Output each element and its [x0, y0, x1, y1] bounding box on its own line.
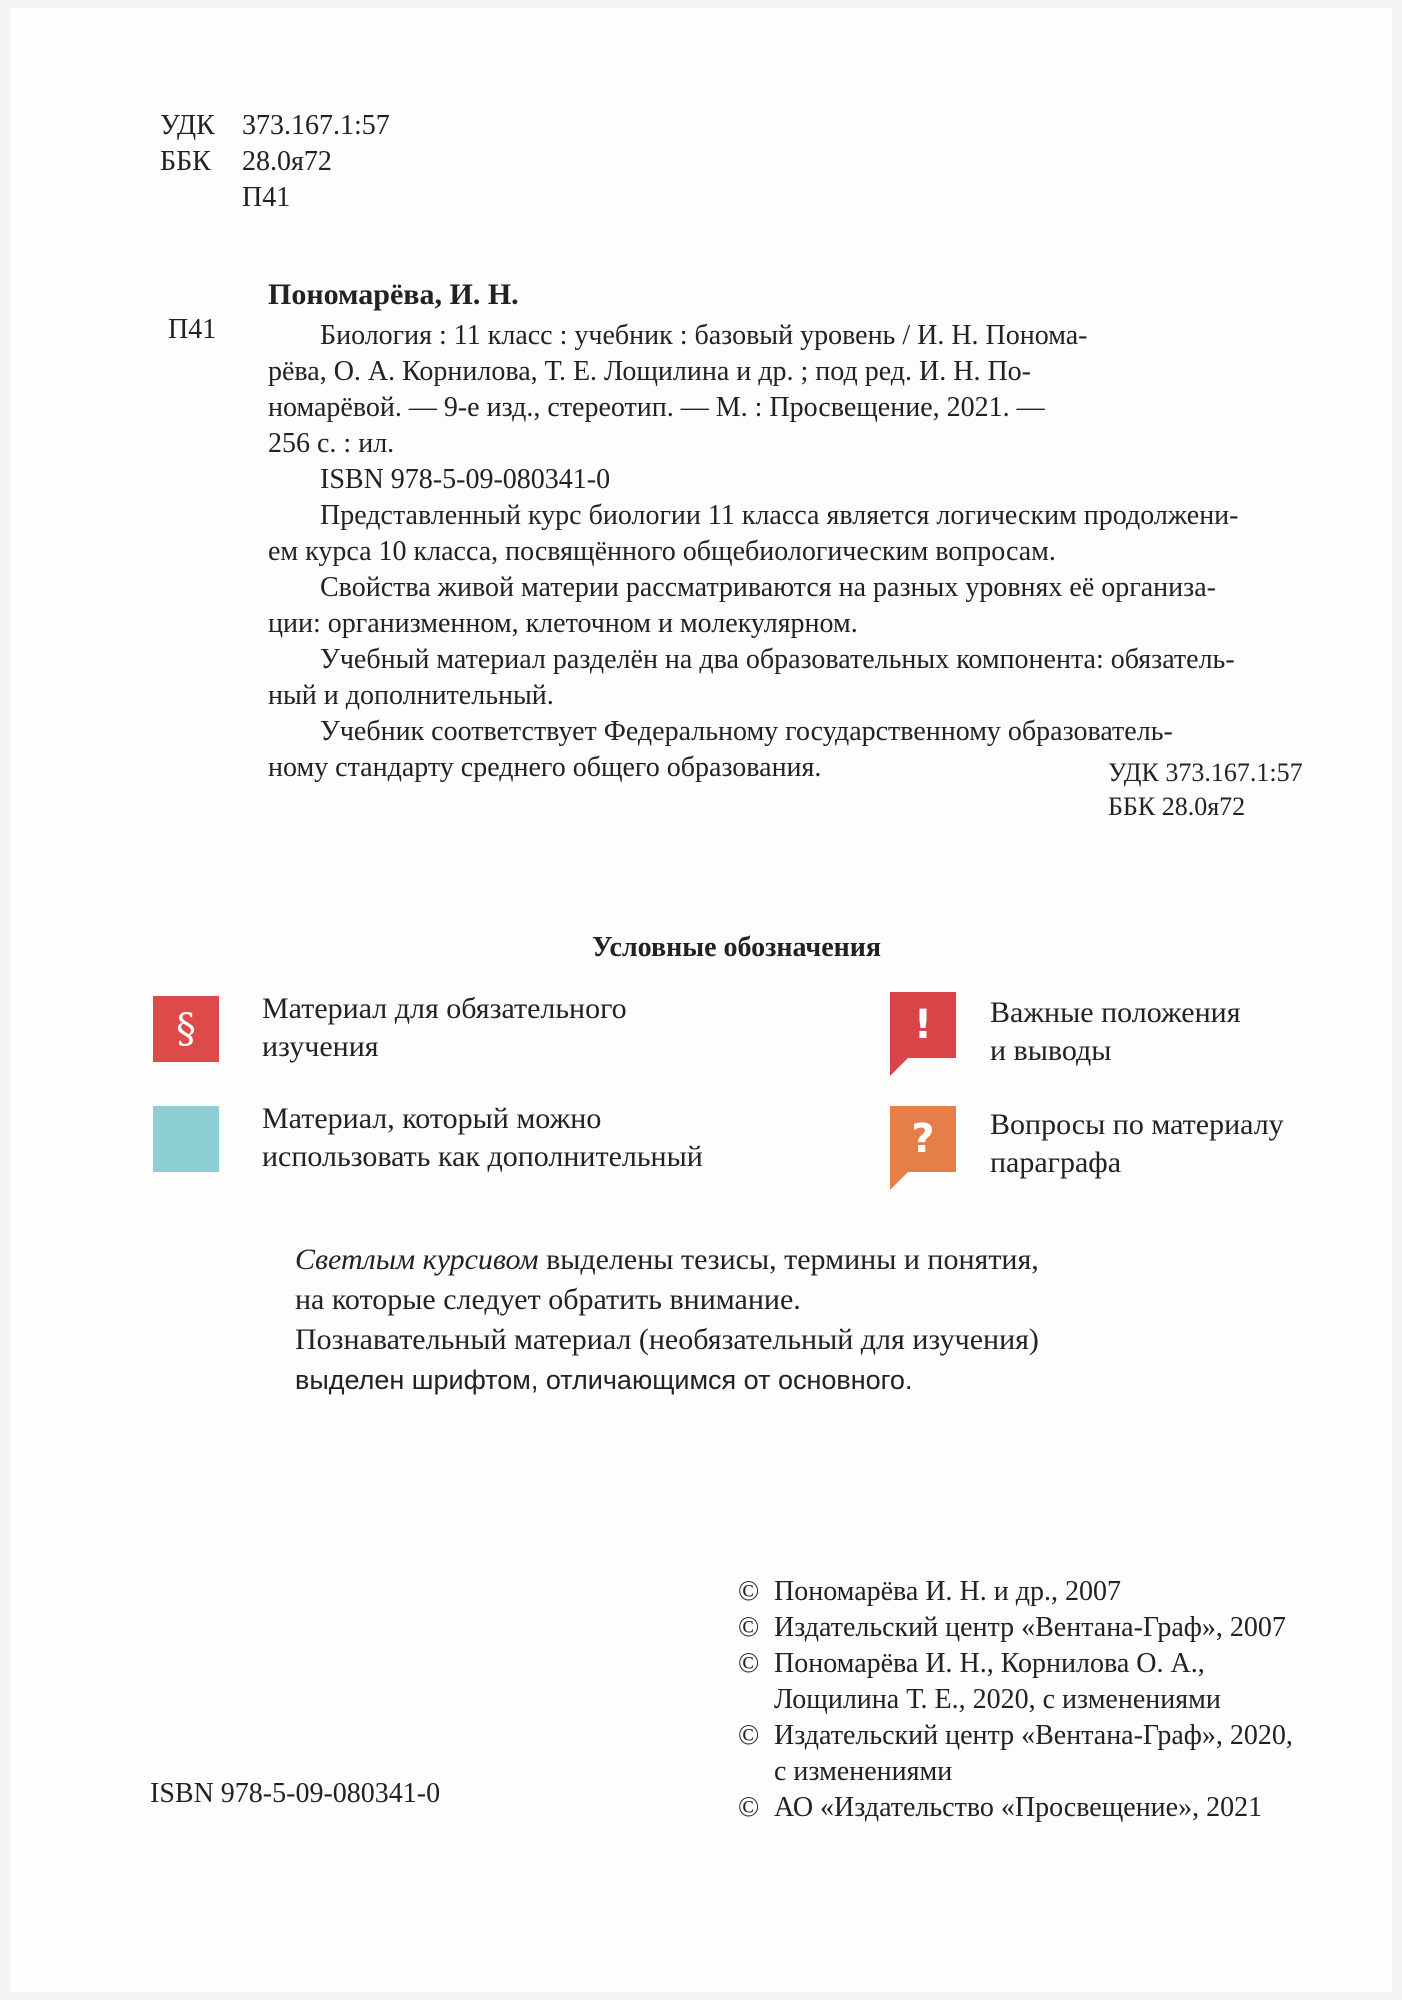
- bbk-right: ББК 28.0я72: [1108, 792, 1246, 821]
- annotation-line: Представленный курс биологии 11 класса является логическим продолжени-: [320, 500, 1239, 531]
- legend-item-questions: Вопросы по материалу параграфа: [990, 1108, 1284, 1179]
- annotation-line: ем курса 10 класса, посвящённого общебиологическим вопросам.: [268, 536, 1056, 567]
- legend-item-required: Материал для обязательного изучения: [262, 992, 627, 1063]
- udk-right: УДК 373.167.1:57: [1108, 758, 1303, 787]
- entry-line: номарёвой. — 9-е изд., стереотип. — М. : Просвещение, 2021. —: [268, 392, 1045, 423]
- bbk-value: 28.0я72: [242, 146, 332, 177]
- annotation-line: ному стандарту среднего общего образования.: [268, 752, 822, 783]
- udk-label: УДК: [160, 110, 215, 141]
- italic-term: Светлым курсивом: [295, 1243, 539, 1276]
- legend-item-important: Важные положения и выводы: [990, 996, 1241, 1067]
- isbn-bottom: ISBN 978-5-09-080341-0: [150, 1778, 441, 1809]
- exclamation-icon-tail: [890, 1058, 908, 1076]
- annotation-line: Свойства живой материи рассматриваются на разных уровнях её организа-: [320, 572, 1216, 603]
- classification-block: [160, 108, 390, 216]
- annotation-line: ный и дополнительный.: [268, 680, 554, 711]
- exclamation-icon: !: [890, 992, 956, 1058]
- bbk-label: ББК: [160, 146, 211, 177]
- author-mark: П41: [242, 182, 291, 213]
- bibliographic-entry: [268, 318, 1358, 786]
- right-codes: [1108, 756, 1303, 824]
- copyright-symbol: ©: [738, 1576, 760, 1607]
- entry-line: 256 с. : ил.: [268, 428, 395, 459]
- question-icon-tail: [890, 1172, 908, 1190]
- margin-mark: П41: [168, 314, 217, 345]
- annotation-line: Учебник соответствует Федеральному государственному образователь-: [320, 716, 1173, 747]
- isbn-line: ISBN 978-5-09-080341-0: [320, 464, 611, 495]
- legend-item-additional: Материал, который можно использовать как дополнительный: [262, 1102, 703, 1173]
- typography-note: Светлым курсивом выделены тезисы, термины и понятия, на которые следует обратить внимание. Познавательный материал (необязательный для изучения) выделен шрифтом, отличающимся от основного.: [295, 1243, 1039, 1395]
- legend-title: Условные обозначения: [592, 932, 882, 963]
- copyright-block: © Пономарёва И. Н. и др., 2007 © Издательский центр «Вентана-Граф», 2007 © Пономарёва И. Н., Корнилова О. А., Лощилина Т. Е., 2020, с изменениями © Издательский центр «Вентана-Граф», 2020, с изменениями © АО «Издательство «Просвещение», 2021: [738, 1576, 1293, 1823]
- udk-value: 373.167.1:57: [242, 110, 390, 141]
- section-icon: §: [153, 996, 219, 1062]
- author-heading: Пономарёва, И. Н.: [268, 278, 519, 311]
- annotation-line: Учебный материал разделён на два образовательных компонента: обязатель-: [320, 644, 1235, 675]
- annotation-line: ции: организменном, клеточном и молекулярном.: [268, 608, 858, 639]
- page: [10, 8, 1392, 1992]
- question-icon: ?: [890, 1106, 956, 1172]
- entry-line: Биология : 11 класс : учебник : базовый уровень / И. Н. Понома-: [320, 320, 1088, 351]
- entry-line: рёва, О. А. Корнилова, Т. Е. Лощилина и др. ; под ред. И. Н. По-: [268, 356, 1031, 387]
- square-icon: [153, 1106, 219, 1172]
